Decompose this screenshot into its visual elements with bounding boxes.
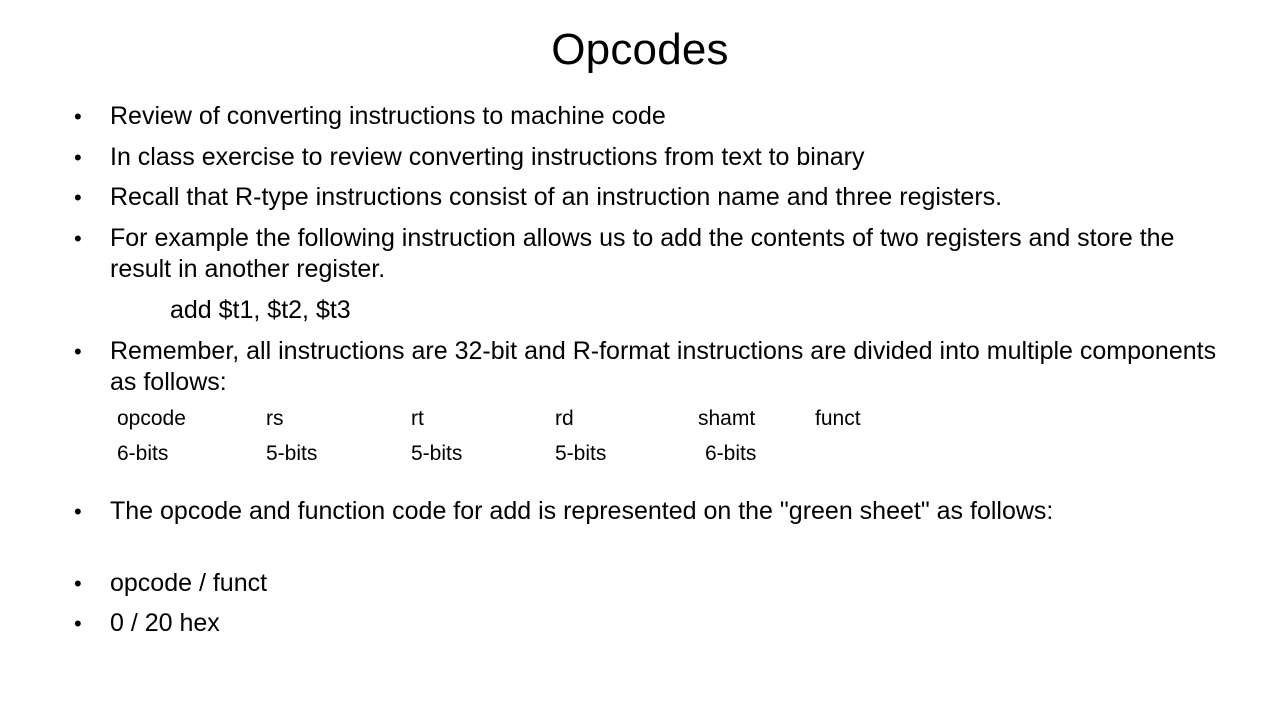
slide-title: Opcodes [551, 25, 729, 74]
bullet-remember: • Remember, all instructions are 32-bit and R-format instructions are divided into multiple components as follows: [110, 336, 1230, 398]
bullet-in-class-exercise: • In class exercise to review converting instructions from text to binary [110, 142, 1230, 173]
example-instruction: add $t1, $t2, $t3 [170, 296, 351, 324]
field-size-opcode: 6-bits [117, 442, 169, 465]
field-name-funct: funct [815, 407, 861, 430]
field-name-rt: rt [411, 407, 424, 430]
field-name-rd: rd [555, 407, 574, 430]
bullet-green-sheet: • The opcode and function code for add is represented on the "green sheet" as follows: [110, 496, 1230, 527]
bullet-example: • For example the following instruction allows us to add the contents of two registers and store the result in another register. [110, 223, 1230, 285]
field-size-shamt: 6-bits [705, 442, 757, 465]
bullet-hex-value: • 0 / 20 hex [110, 608, 1230, 639]
bullet-r-type-recall: • Recall that R-type instructions consist of an instruction name and three registers. [110, 182, 1230, 213]
bullet-opcode-funct: • opcode / funct [110, 568, 1230, 599]
field-size-rt: 5-bits [411, 442, 463, 465]
field-name-shamt: shamt [698, 407, 756, 430]
field-name-rs: rs [266, 407, 284, 430]
field-name-opcode: opcode [117, 407, 186, 430]
bullet-review: • Review of converting instructions to machine code [110, 101, 1230, 132]
field-size-rs: 5-bits [266, 442, 318, 465]
field-size-rd: 5-bits [555, 442, 607, 465]
